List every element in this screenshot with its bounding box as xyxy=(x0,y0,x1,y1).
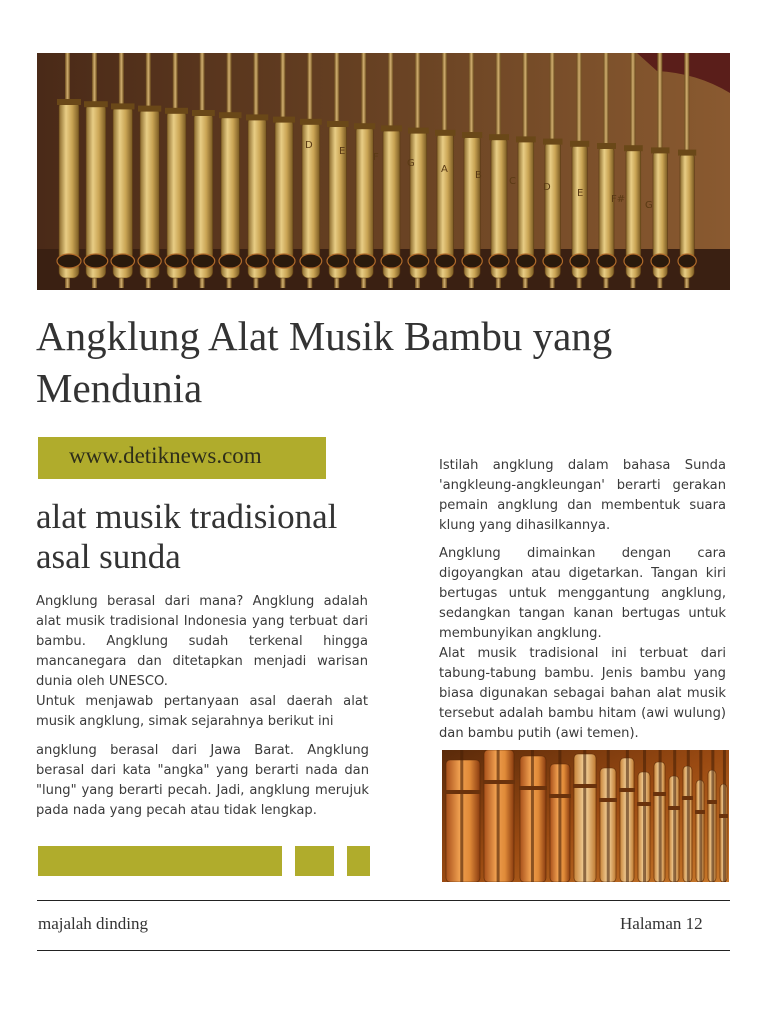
bamboo-rod xyxy=(460,750,463,882)
tube-binding xyxy=(719,814,728,818)
tube-binding xyxy=(653,792,666,796)
tube-base xyxy=(651,254,670,268)
tube-binding xyxy=(543,139,563,145)
decorative-block xyxy=(295,846,334,876)
tube-binding xyxy=(597,143,616,149)
bamboo-tube xyxy=(140,108,159,278)
tube-binding xyxy=(219,112,242,118)
bamboo-tube xyxy=(194,112,213,278)
tube-binding xyxy=(327,121,349,127)
tube-binding xyxy=(111,103,135,109)
tube-binding xyxy=(408,128,429,134)
tube-base xyxy=(273,254,295,268)
tube-base xyxy=(219,254,242,268)
tube-binding xyxy=(651,147,670,153)
body-paragraph: Alat musik tradisional ini terbuat dari tabung-tabung bambu. Jenis bambu yang biasa digunakan sebagai bahan alat musik tersebut adalah bambu hitam (awi wulung) dan bambu putih (awi temen). xyxy=(439,646,726,741)
angklung-photo xyxy=(37,53,730,290)
decorative-block xyxy=(347,846,370,876)
tube-binding xyxy=(435,130,456,136)
tube-binding xyxy=(489,134,509,140)
tube-binding xyxy=(599,798,617,802)
body-paragraph: Angklung berasal dari mana? Angklung adalah alat musik tradisional Indonesia yang terbuat dari bambu. Angklung sudah terkenal hingga mancanegara dan ditetapkan menjadi warisan dunia oleh UNESCO. xyxy=(36,594,368,689)
tube-binding xyxy=(619,788,635,792)
tube-base xyxy=(84,254,108,268)
tube-note-label: G xyxy=(645,200,653,211)
tube-binding xyxy=(483,780,515,784)
bamboo-rod xyxy=(699,750,702,882)
bamboo-tube xyxy=(86,103,106,278)
bamboo-rod xyxy=(558,750,561,882)
tube-base xyxy=(597,254,616,268)
tube-note-label: C xyxy=(509,176,516,187)
tube-note-label: G xyxy=(407,158,415,169)
tube-binding xyxy=(519,786,547,790)
publication-name: majalah dinding xyxy=(38,914,149,933)
bamboo-rod xyxy=(711,750,714,882)
tube-base xyxy=(543,254,563,268)
tube-binding xyxy=(165,108,188,114)
tube-binding xyxy=(381,125,402,131)
bamboo-rod xyxy=(583,750,586,882)
decorative-block xyxy=(38,846,282,876)
tube-base xyxy=(354,254,375,268)
hero-photo xyxy=(37,53,730,290)
tube-base xyxy=(246,254,268,268)
bamboo-rod xyxy=(531,750,534,882)
tube-note-label: B xyxy=(475,170,482,181)
bamboo-rod xyxy=(626,750,629,882)
source-link[interactable]: www.detiknews.com xyxy=(69,443,262,468)
tube-base xyxy=(408,254,429,268)
angklung-closeup-image xyxy=(442,750,729,882)
article-subheading: alat musik tradisional asal sunda xyxy=(36,497,338,576)
tube-base xyxy=(111,254,135,268)
tube-base xyxy=(678,254,696,268)
tube-binding xyxy=(695,810,705,814)
tube-base xyxy=(192,254,215,268)
tube-base xyxy=(435,254,456,268)
bamboo-rod xyxy=(497,750,500,882)
tube-binding xyxy=(678,150,696,156)
tube-binding xyxy=(573,784,597,788)
tube-binding xyxy=(192,110,215,116)
tube-note-label: F# xyxy=(611,194,626,205)
body-paragraph: Istilah angklung dalam bahasa Sunda 'angkleung-angkleungan' berarti gerakan pemain angklung dan membentuk suara klung yang dihasilkannya. xyxy=(439,458,726,533)
tube-base xyxy=(489,254,509,268)
tube-base xyxy=(300,254,322,268)
tube-binding xyxy=(549,794,571,798)
tube-binding xyxy=(138,106,161,112)
tube-binding xyxy=(570,141,589,147)
tube-base xyxy=(57,254,81,268)
page-number: Halaman 12 xyxy=(620,914,703,933)
bamboo-rod xyxy=(643,750,646,882)
tube-binding xyxy=(462,132,482,138)
tube-note-label: F xyxy=(373,152,379,163)
tube-binding xyxy=(84,101,108,107)
tube-base xyxy=(327,254,349,268)
body-paragraph: angklung berasal dari Jawa Barat. Angklung berasal dari kata "angka" yang berarti nada dan "lung" yang berarti pecah. Jadi, angklung merujuk pada nada yang pecah atau tidak lengkap. xyxy=(36,743,369,818)
tube-binding xyxy=(57,99,81,105)
tube-base xyxy=(570,254,589,268)
tube-base xyxy=(381,254,402,268)
tube-binding xyxy=(246,114,268,120)
tube-note-label: D xyxy=(543,182,551,193)
tube-base xyxy=(165,254,188,268)
bamboo-tube xyxy=(167,110,186,278)
tube-binding xyxy=(354,123,375,129)
tube-binding xyxy=(300,119,322,125)
tube-binding xyxy=(624,145,643,151)
source-banner xyxy=(38,437,326,479)
tube-binding xyxy=(273,117,295,123)
bamboo-rod xyxy=(659,750,662,882)
tube-binding xyxy=(682,796,693,800)
tube-binding xyxy=(445,790,481,794)
body-paragraph: Angklung dimainkan dengan cara digoyangkan atau digetarkan. Tangan kiri bertugas untuk menggantung angklung, sedangkan tangan kanan bertugas untuk membunyikan angklung. xyxy=(439,546,726,641)
bamboo-tube xyxy=(59,101,79,278)
tube-binding xyxy=(516,136,536,142)
article-title: Angklung Alat Musik Bambu yang Mendunia xyxy=(36,313,613,411)
angklung-closeup-photo xyxy=(442,750,729,882)
tube-note-label: A xyxy=(441,164,448,175)
tube-binding xyxy=(637,802,651,806)
tube-binding xyxy=(707,800,717,804)
tube-base xyxy=(462,254,482,268)
body-paragraph: Untuk menjawab pertanyaan asal daerah alat musik angklung, simak sejarahnya berikut ini xyxy=(36,694,368,729)
tube-note-label: D xyxy=(305,140,313,151)
tube-base xyxy=(624,254,643,268)
footer-divider-top xyxy=(37,900,730,901)
tube-note-label: E xyxy=(577,188,584,199)
tube-note-label: E xyxy=(339,146,346,157)
tube-base xyxy=(516,254,536,268)
bamboo-tube xyxy=(113,105,133,278)
bamboo-rod xyxy=(687,750,690,882)
footer-divider-bottom xyxy=(37,950,730,951)
tube-binding xyxy=(668,806,680,810)
bamboo-rod xyxy=(607,750,610,882)
tube-base xyxy=(138,254,161,268)
bamboo-rod xyxy=(673,750,676,882)
